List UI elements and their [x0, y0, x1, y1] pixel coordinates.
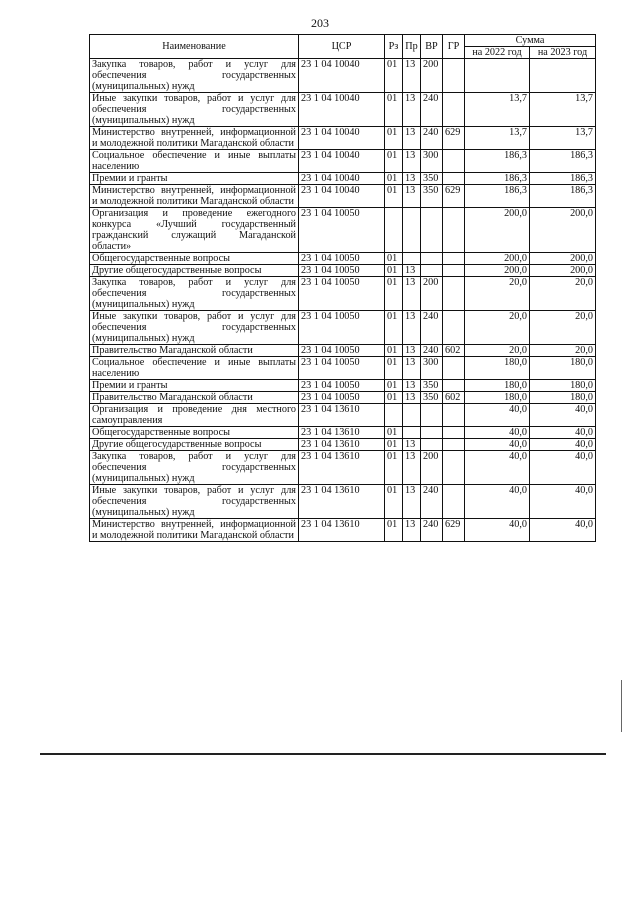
cell-csr: 23 1 04 10040: [299, 93, 385, 127]
table-row: [90, 392, 596, 404]
header-vr: ВР: [421, 35, 443, 59]
cell-pr: [403, 253, 421, 265]
cell-csr: 23 1 04 13610: [299, 485, 385, 519]
cell-rz: 01: [385, 59, 403, 93]
cell-y2023: 186,3: [530, 185, 596, 208]
cell-vr: 240: [421, 311, 443, 345]
cell-csr: 23 1 04 10050: [299, 208, 385, 253]
cell-name: Общегосударственные вопросы: [90, 253, 299, 265]
table-row: [90, 277, 596, 311]
cell-y2023: 40,0: [530, 427, 596, 439]
cell-gr: [443, 485, 465, 519]
page-number: 203: [311, 16, 329, 30]
scan-margin-mark: [621, 680, 622, 732]
cell-gr: [443, 208, 465, 253]
cell-rz: 01: [385, 93, 403, 127]
cell-gr: [443, 173, 465, 185]
cell-name: Закупка товаров, работ и услуг для обеспечения государственных (муниципальных) нужд: [90, 59, 299, 93]
cell-gr: [443, 311, 465, 345]
cell-vr: 240: [421, 345, 443, 357]
cell-name: Общегосударственные вопросы: [90, 427, 299, 439]
cell-csr: 23 1 04 13610: [299, 427, 385, 439]
cell-name: Правительство Магаданской области: [90, 392, 299, 404]
cell-pr: 13: [403, 93, 421, 127]
cell-y2023: 20,0: [530, 345, 596, 357]
cell-y2023: 40,0: [530, 485, 596, 519]
cell-rz: [385, 208, 403, 253]
cell-y2023: 200,0: [530, 265, 596, 277]
cell-y2022: 13,7: [465, 127, 530, 150]
table-row: [90, 127, 596, 150]
cell-y2022: 40,0: [465, 427, 530, 439]
cell-rz: 01: [385, 392, 403, 404]
cell-y2023: [530, 59, 596, 93]
cell-vr: 200: [421, 59, 443, 93]
cell-y2023: 13,7: [530, 127, 596, 150]
cell-gr: 602: [443, 345, 465, 357]
cell-name: Другие общегосударственные вопросы: [90, 265, 299, 277]
cell-pr: [403, 427, 421, 439]
cell-pr: 13: [403, 173, 421, 185]
cell-gr: [443, 59, 465, 93]
table-row: [90, 185, 596, 208]
cell-y2022: 40,0: [465, 439, 530, 451]
footer-rule: [40, 753, 606, 755]
cell-gr: [443, 253, 465, 265]
cell-csr: 23 1 04 10040: [299, 173, 385, 185]
table-row: [90, 404, 596, 427]
cell-name: Министерство внутренней, информационной и молодежной политики Магаданской области: [90, 185, 299, 208]
cell-y2023: 186,3: [530, 173, 596, 185]
cell-pr: 13: [403, 265, 421, 277]
cell-rz: 01: [385, 427, 403, 439]
table-row: [90, 265, 596, 277]
cell-name: Премии и гранты: [90, 380, 299, 392]
cell-csr: 23 1 04 13610: [299, 439, 385, 451]
cell-pr: 13: [403, 451, 421, 485]
cell-y2023: 20,0: [530, 277, 596, 311]
cell-rz: [385, 404, 403, 427]
cell-y2022: 20,0: [465, 311, 530, 345]
budget-table: [89, 34, 596, 542]
table-header: [90, 35, 596, 59]
cell-gr: 629: [443, 519, 465, 542]
header-pr: Пр: [403, 35, 421, 59]
cell-name: Организация и проведение дня местного самоуправления: [90, 404, 299, 427]
cell-vr: 350: [421, 173, 443, 185]
cell-y2023: 200,0: [530, 208, 596, 253]
cell-y2022: 180,0: [465, 357, 530, 380]
cell-csr: 23 1 04 10050: [299, 311, 385, 345]
cell-pr: 13: [403, 59, 421, 93]
cell-pr: 13: [403, 392, 421, 404]
cell-name: Социальное обеспечение и иные выплаты населению: [90, 357, 299, 380]
cell-y2023: 186,3: [530, 150, 596, 173]
cell-vr: 350: [421, 392, 443, 404]
cell-csr: 23 1 04 10050: [299, 392, 385, 404]
cell-gr: [443, 380, 465, 392]
cell-pr: 13: [403, 380, 421, 392]
cell-rz: 01: [385, 519, 403, 542]
cell-name: Организация и проведение ежегодного конкурса «Лучший государственный гражданский служащий Магаданской области»: [90, 208, 299, 253]
cell-name: Министерство внутренней, информационной и молодежной политики Магаданской области: [90, 127, 299, 150]
cell-vr: 350: [421, 185, 443, 208]
cell-gr: [443, 404, 465, 427]
cell-vr: [421, 253, 443, 265]
cell-name: Иные закупки товаров, работ и услуг для обеспечения государственных (муниципальных) нужд: [90, 485, 299, 519]
cell-y2022: 200,0: [465, 208, 530, 253]
table-row: [90, 451, 596, 485]
cell-pr: 13: [403, 357, 421, 380]
cell-vr: [421, 439, 443, 451]
table-body: [90, 59, 596, 542]
table-row: [90, 357, 596, 380]
cell-pr: 13: [403, 127, 421, 150]
cell-vr: 240: [421, 519, 443, 542]
cell-csr: 23 1 04 10040: [299, 59, 385, 93]
table-row: [90, 427, 596, 439]
cell-gr: [443, 427, 465, 439]
cell-gr: [443, 265, 465, 277]
header-sum: Сумма: [465, 35, 596, 47]
table-row: [90, 208, 596, 253]
cell-vr: 240: [421, 127, 443, 150]
cell-y2022: 200,0: [465, 265, 530, 277]
cell-name: Закупка товаров, работ и услуг для обеспечения государственных (муниципальных) нужд: [90, 451, 299, 485]
cell-name: Правительство Магаданской области: [90, 345, 299, 357]
cell-csr: 23 1 04 10040: [299, 127, 385, 150]
cell-y2022: 180,0: [465, 380, 530, 392]
cell-gr: [443, 439, 465, 451]
cell-rz: 01: [385, 345, 403, 357]
cell-y2022: 180,0: [465, 392, 530, 404]
cell-vr: 300: [421, 150, 443, 173]
cell-rz: 01: [385, 357, 403, 380]
cell-y2023: 13,7: [530, 93, 596, 127]
cell-y2023: 200,0: [530, 253, 596, 265]
cell-vr: [421, 427, 443, 439]
cell-rz: 01: [385, 253, 403, 265]
table-row: [90, 311, 596, 345]
cell-rz: 01: [385, 311, 403, 345]
cell-y2022: 20,0: [465, 277, 530, 311]
cell-csr: 23 1 04 10050: [299, 380, 385, 392]
cell-csr: 23 1 04 13610: [299, 404, 385, 427]
cell-name: Другие общегосударственные вопросы: [90, 439, 299, 451]
header-2022: на 2022 год: [465, 47, 530, 59]
cell-pr: 13: [403, 311, 421, 345]
cell-pr: 13: [403, 150, 421, 173]
cell-rz: 01: [385, 277, 403, 311]
cell-y2022: 186,3: [465, 185, 530, 208]
cell-rz: 01: [385, 150, 403, 173]
cell-vr: [421, 265, 443, 277]
cell-y2022: 40,0: [465, 451, 530, 485]
cell-vr: 240: [421, 485, 443, 519]
cell-pr: 13: [403, 185, 421, 208]
cell-csr: 23 1 04 10050: [299, 253, 385, 265]
table-row: [90, 345, 596, 357]
cell-vr: 350: [421, 380, 443, 392]
table-row: [90, 59, 596, 93]
table-row: [90, 380, 596, 392]
table-row: [90, 253, 596, 265]
cell-gr: [443, 357, 465, 380]
table-row: [90, 439, 596, 451]
cell-name: Премии и гранты: [90, 173, 299, 185]
header-gr: ГР: [443, 35, 465, 59]
cell-y2022: 186,3: [465, 173, 530, 185]
cell-csr: 23 1 04 10040: [299, 185, 385, 208]
cell-y2023: 180,0: [530, 380, 596, 392]
cell-y2023: 40,0: [530, 519, 596, 542]
cell-rz: 01: [385, 439, 403, 451]
table-row: [90, 519, 596, 542]
cell-pr: 13: [403, 345, 421, 357]
cell-gr: [443, 150, 465, 173]
cell-gr: 629: [443, 127, 465, 150]
cell-y2022: 13,7: [465, 93, 530, 127]
cell-vr: 200: [421, 277, 443, 311]
cell-rz: 01: [385, 185, 403, 208]
cell-name: Социальное обеспечение и иные выплаты населению: [90, 150, 299, 173]
cell-csr: 23 1 04 10040: [299, 150, 385, 173]
cell-y2023: 180,0: [530, 357, 596, 380]
cell-csr: 23 1 04 13610: [299, 451, 385, 485]
cell-rz: 01: [385, 173, 403, 185]
table-row: [90, 93, 596, 127]
cell-gr: 602: [443, 392, 465, 404]
cell-pr: [403, 404, 421, 427]
cell-name: Закупка товаров, работ и услуг для обеспечения государственных (муниципальных) нужд: [90, 277, 299, 311]
cell-y2023: 40,0: [530, 439, 596, 451]
cell-y2022: 40,0: [465, 404, 530, 427]
cell-y2023: 180,0: [530, 392, 596, 404]
cell-name: Иные закупки товаров, работ и услуг для обеспечения государственных (муниципальных) нужд: [90, 311, 299, 345]
cell-gr: [443, 277, 465, 311]
cell-rz: 01: [385, 485, 403, 519]
cell-pr: 13: [403, 485, 421, 519]
cell-y2022: 40,0: [465, 519, 530, 542]
cell-csr: 23 1 04 10050: [299, 357, 385, 380]
cell-y2022: 20,0: [465, 345, 530, 357]
cell-csr: 23 1 04 13610: [299, 519, 385, 542]
cell-vr: [421, 404, 443, 427]
cell-y2023: 40,0: [530, 451, 596, 485]
header-csr: ЦСР: [299, 35, 385, 59]
cell-name: Иные закупки товаров, работ и услуг для обеспечения государственных (муниципальных) нужд: [90, 93, 299, 127]
cell-pr: 13: [403, 439, 421, 451]
cell-vr: [421, 208, 443, 253]
cell-y2022: 186,3: [465, 150, 530, 173]
cell-vr: 240: [421, 93, 443, 127]
cell-vr: 200: [421, 451, 443, 485]
header-rz: Рз: [385, 35, 403, 59]
header-name: Наименование: [90, 35, 299, 59]
cell-y2022: [465, 59, 530, 93]
table-row: [90, 150, 596, 173]
cell-csr: 23 1 04 10050: [299, 277, 385, 311]
cell-csr: 23 1 04 10050: [299, 345, 385, 357]
cell-y2023: 20,0: [530, 311, 596, 345]
cell-csr: 23 1 04 10050: [299, 265, 385, 277]
cell-vr: 300: [421, 357, 443, 380]
cell-y2022: 40,0: [465, 485, 530, 519]
cell-pr: 13: [403, 519, 421, 542]
table-row: [90, 173, 596, 185]
cell-y2022: 200,0: [465, 253, 530, 265]
cell-rz: 01: [385, 127, 403, 150]
cell-y2023: 40,0: [530, 404, 596, 427]
cell-rz: 01: [385, 380, 403, 392]
cell-gr: [443, 451, 465, 485]
cell-pr: 13: [403, 277, 421, 311]
cell-gr: [443, 93, 465, 127]
cell-pr: [403, 208, 421, 253]
cell-gr: 629: [443, 185, 465, 208]
cell-name: Министерство внутренней, информационной и молодежной политики Магаданской области: [90, 519, 299, 542]
header-2023: на 2023 год: [530, 47, 596, 59]
cell-rz: 01: [385, 451, 403, 485]
table-row: [90, 485, 596, 519]
cell-rz: 01: [385, 265, 403, 277]
